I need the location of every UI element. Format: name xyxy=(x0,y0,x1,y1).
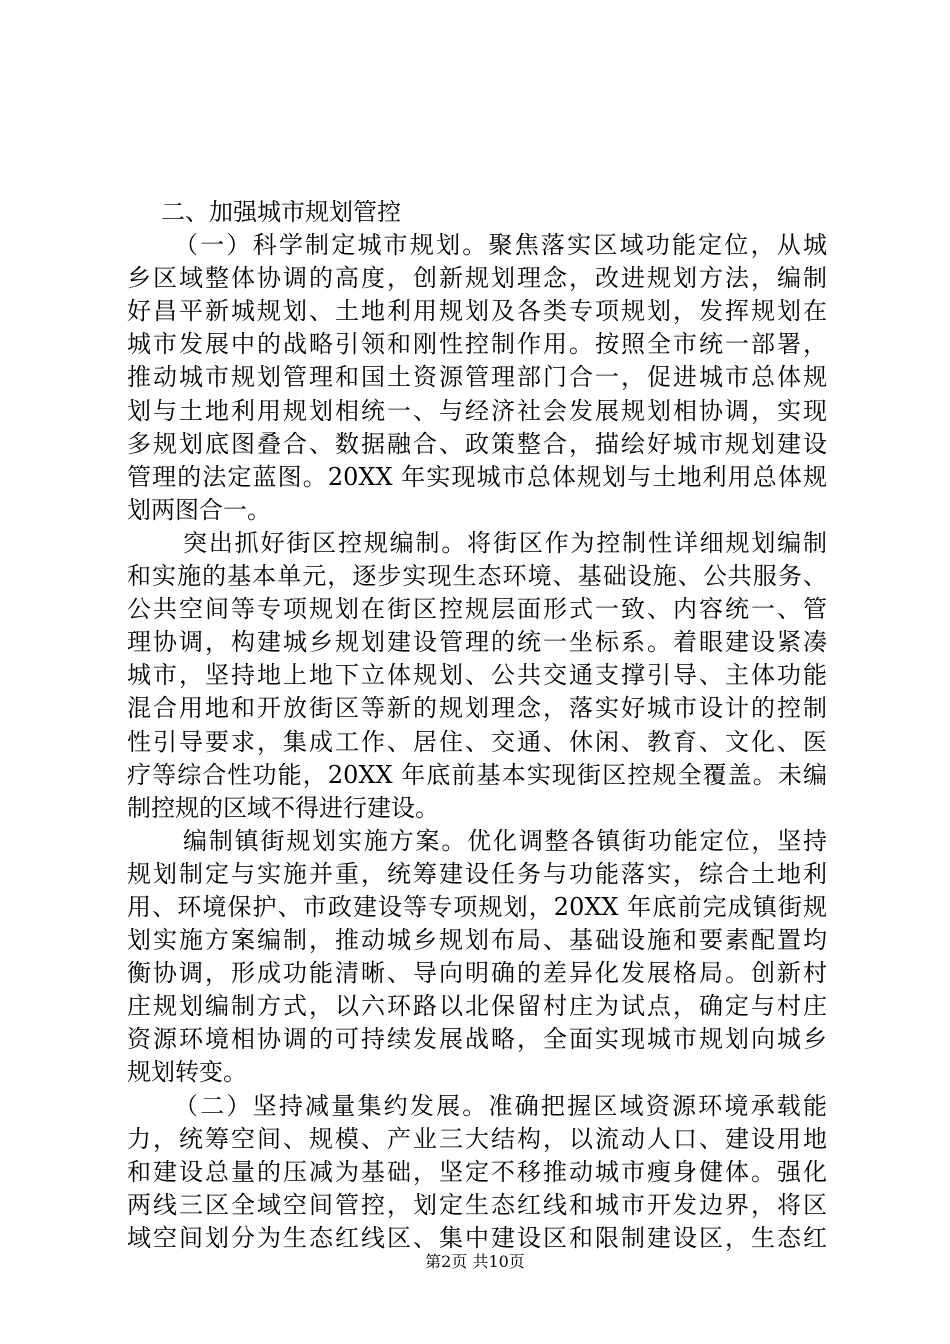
paragraph-line: 多规划底图叠合、数据融合、政策整合，描绘好城市规划建设 xyxy=(127,429,827,458)
paragraph-line: 划两图合一。 xyxy=(127,495,271,524)
paragraph-line: 和建设总量的压减为基础，坚定不移推动城市瘦身健体。强化 xyxy=(127,1157,827,1186)
paragraph-line: 力，统筹空间、规模、产业三大结构，以流动人口、建设用地 xyxy=(127,1124,827,1153)
paragraph-line: 突出抓好街区控规编制。将街区作为控制性详细规划编制 xyxy=(183,528,827,557)
paragraph-line: 混合用地和开放街区等新的规划理念，落实好城市设计的控制 xyxy=(127,694,827,723)
paragraph-line: 资源环境相协调的可持续发展战略，全面实现城市规划向城乡 xyxy=(127,1025,827,1054)
paragraph-line: （二）坚持减量集约发展。准确把握区域资源环境承载能 xyxy=(174,1091,827,1120)
paragraph-line: 好昌平新城规划、土地利用规划及各类专项规划，发挥规划在 xyxy=(127,297,827,326)
paragraph-line: 规划制定与实施并重，统筹建设任务与功能落实，综合土地利 xyxy=(127,859,827,888)
paragraph-line: 城市，坚持地上地下立体规划、公共交通支撑引导、主体功能 xyxy=(127,661,827,690)
page-number-footer: 第2页 共10页 xyxy=(425,1252,525,1271)
paragraph-line: 两线三区全域空间管控，划定生态红线和城市开发边界，将区 xyxy=(127,1190,827,1219)
paragraph-line: 衡协调，形成功能清晰、导向明确的差异化发展格局。创新村 xyxy=(127,959,827,988)
document-body xyxy=(127,196,827,1255)
paragraph-line: 乡区域整体协调的高度，创新规划理念，改进规划方法，编制 xyxy=(127,264,827,293)
paragraph-line: 城市发展中的战略引领和刚性控制作用。按照全市统一部署， xyxy=(127,330,827,359)
paragraph-line: 公共空间等专项规划在街区控规层面形式一致、内容统一、管 xyxy=(127,595,827,624)
paragraph-line: 划与土地利用规划相统一、与经济社会发展规划相协调，实现 xyxy=(127,396,827,425)
paragraph-line: 制控规的区域不得进行建设。 xyxy=(127,793,439,822)
section-heading: 二、加强城市规划管控 xyxy=(161,198,401,226)
paragraph-line: （一）科学制定城市规划。聚焦落实区域功能定位，从城 xyxy=(174,231,827,260)
paragraph-line: 性引导要求，集成工作、居住、交通、休闲、教育、文化、医 xyxy=(127,727,827,756)
paragraph-line: 用、环境保护、市政建设等专项规划，20XX 年底前完成镇街规 xyxy=(127,892,827,921)
paragraph-line: 编制镇街规划实施方案。优化调整各镇街功能定位，坚持 xyxy=(183,826,827,855)
paragraph-line: 和实施的基本单元，逐步实现生态环境、基础设施、公共服务、 xyxy=(127,562,827,591)
paragraph-line: 管理的法定蓝图。20XX 年实现城市总体规划与土地利用总体规 xyxy=(127,462,827,491)
paragraph-line: 理协调，构建城乡规划建设管理的统一坐标系。着眼建设紧凑 xyxy=(127,628,827,657)
paragraph-line: 域空间划分为生态红线区、集中建设区和限制建设区，生态红 xyxy=(127,1223,827,1252)
paragraph-line: 划实施方案编制，推动城乡规划布局、基础设施和要素配置均 xyxy=(127,926,827,955)
paragraph-line: 推动城市规划管理和国土资源管理部门合一，促进城市总体规 xyxy=(127,363,827,392)
paragraph-line: 庄规划编制方式，以六环路以北保留村庄为试点，确定与村庄 xyxy=(127,992,827,1021)
paragraph-line: 疗等综合性功能，20XX 年底前基本实现街区控规全覆盖。未编 xyxy=(127,760,827,789)
paragraph-line: 规划转变。 xyxy=(127,1058,247,1087)
